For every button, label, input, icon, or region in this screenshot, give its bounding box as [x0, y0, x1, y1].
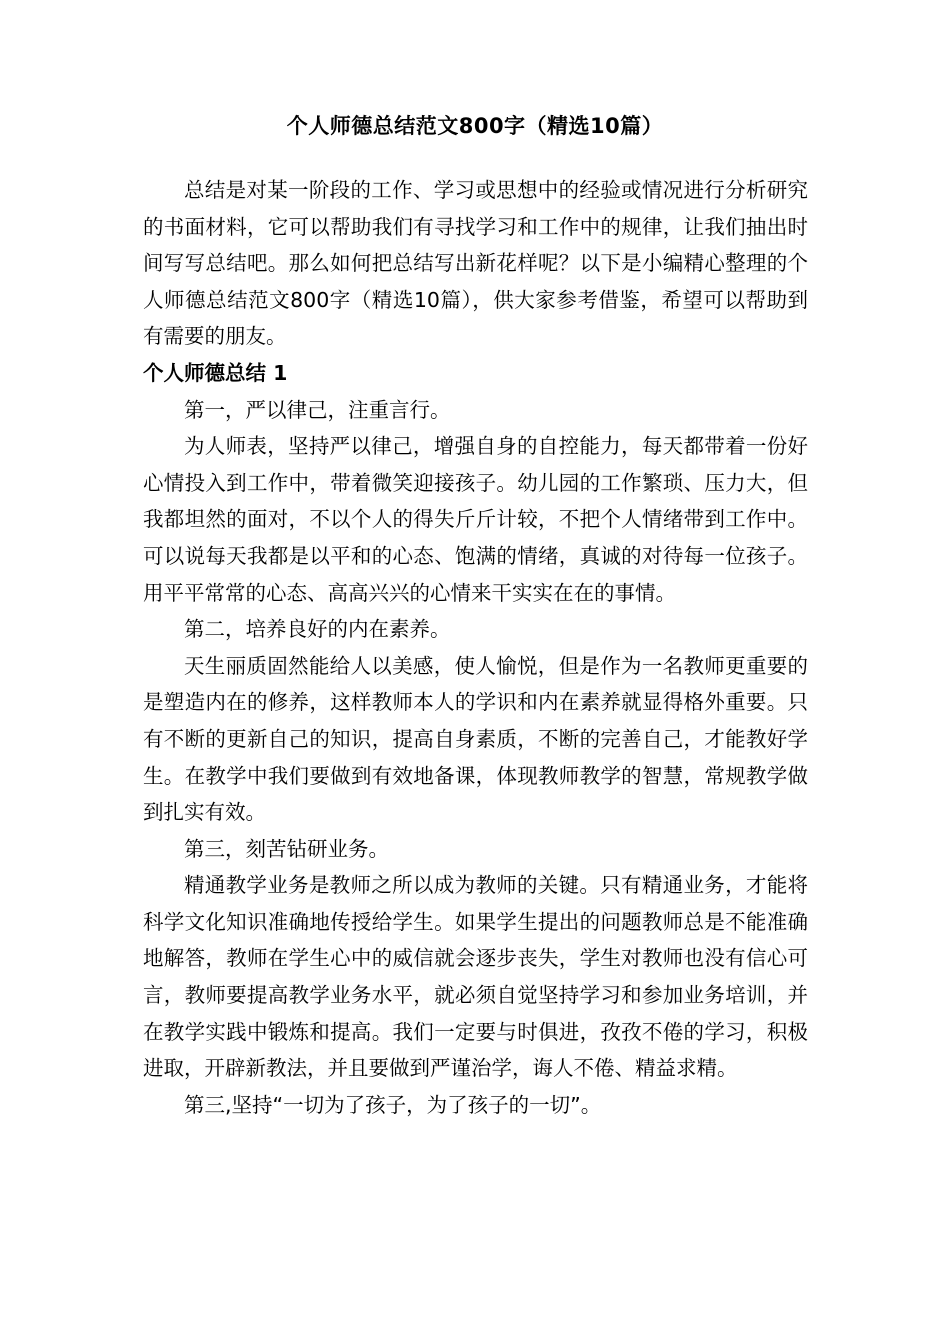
point-heading-4: 第三,坚持“一切为了孩子，为了孩子的一切”。	[184, 1092, 602, 1117]
body-paragraph-2: 天生丽质固然能给人以美感，使人愉悦，但是作为一名教师更重要的是塑造内在的修养，这样教师本人的学识和内在素养就显得格外重要。只有不断的更新自己的知识，提高自身素质，不断的完善自己，才能教好学生。在教学中我们要做到有效地备课，体现教师教学的智慧，常规教学做到扎实有效。	[143, 653, 808, 825]
section-heading: 个人师德总结 1	[143, 360, 288, 385]
point-heading-1: 第一，严以律己，注重言行。	[184, 397, 451, 422]
document-title: 个人师德总结范文800字（精选10篇）	[286, 114, 664, 138]
point-heading-3: 第三，刻苦钻研业务。	[184, 836, 389, 861]
point-heading-2: 第二，培养良好的内在素养。	[184, 617, 451, 642]
body-paragraph-1: 为人师表，坚持严以律己，增强自身的自控能力，每天都带着一份好心情投入到工作中，带着微笑迎接孩子。幼儿园的工作繁琐、压力大，但我都坦然的面对，不以个人的得失斤斤计较，不把个人情绪带到工作中。可以说每天我都是以平和的心态、饱满的情绪，真诚的对待每一位孩子。用平平常常的心态、高高兴兴的心情来干实实在在的事情。	[143, 434, 808, 605]
document-body	[143, 172, 808, 1123]
body-paragraph-3: 精通教学业务是教师之所以成为教师的关键。只有精通业务，才能将科学文化知识准确地传授给学生。如果学生提出的问题教师总是不能准确地解答，教师在学生心中的威信就会逐步丧失，学生对教师也没有信心可言，教师要提高教学业务水平，就必须自觉坚持学习和参加业务培训，并在教学实践中锻炼和提高。我们一定要与时俱进，孜孜不倦的学习，积极进取，开辟新教法，并且要做到严谨治学，诲人不倦、精益求精。	[143, 873, 808, 1081]
intro-paragraph: 总结是对某一阶段的工作、学习或思想中的经验或情况进行分析研究的书面材料，它可以帮助我们有寻找学习和工作中的规律，让我们抽出时间写写总结吧。那么如何把总结写出新花样呢？以下是小编精心整理的个人师德总结范文800字（精选10篇），供大家参考借鉴，希望可以帮助到有需要的朋友。	[143, 178, 808, 349]
